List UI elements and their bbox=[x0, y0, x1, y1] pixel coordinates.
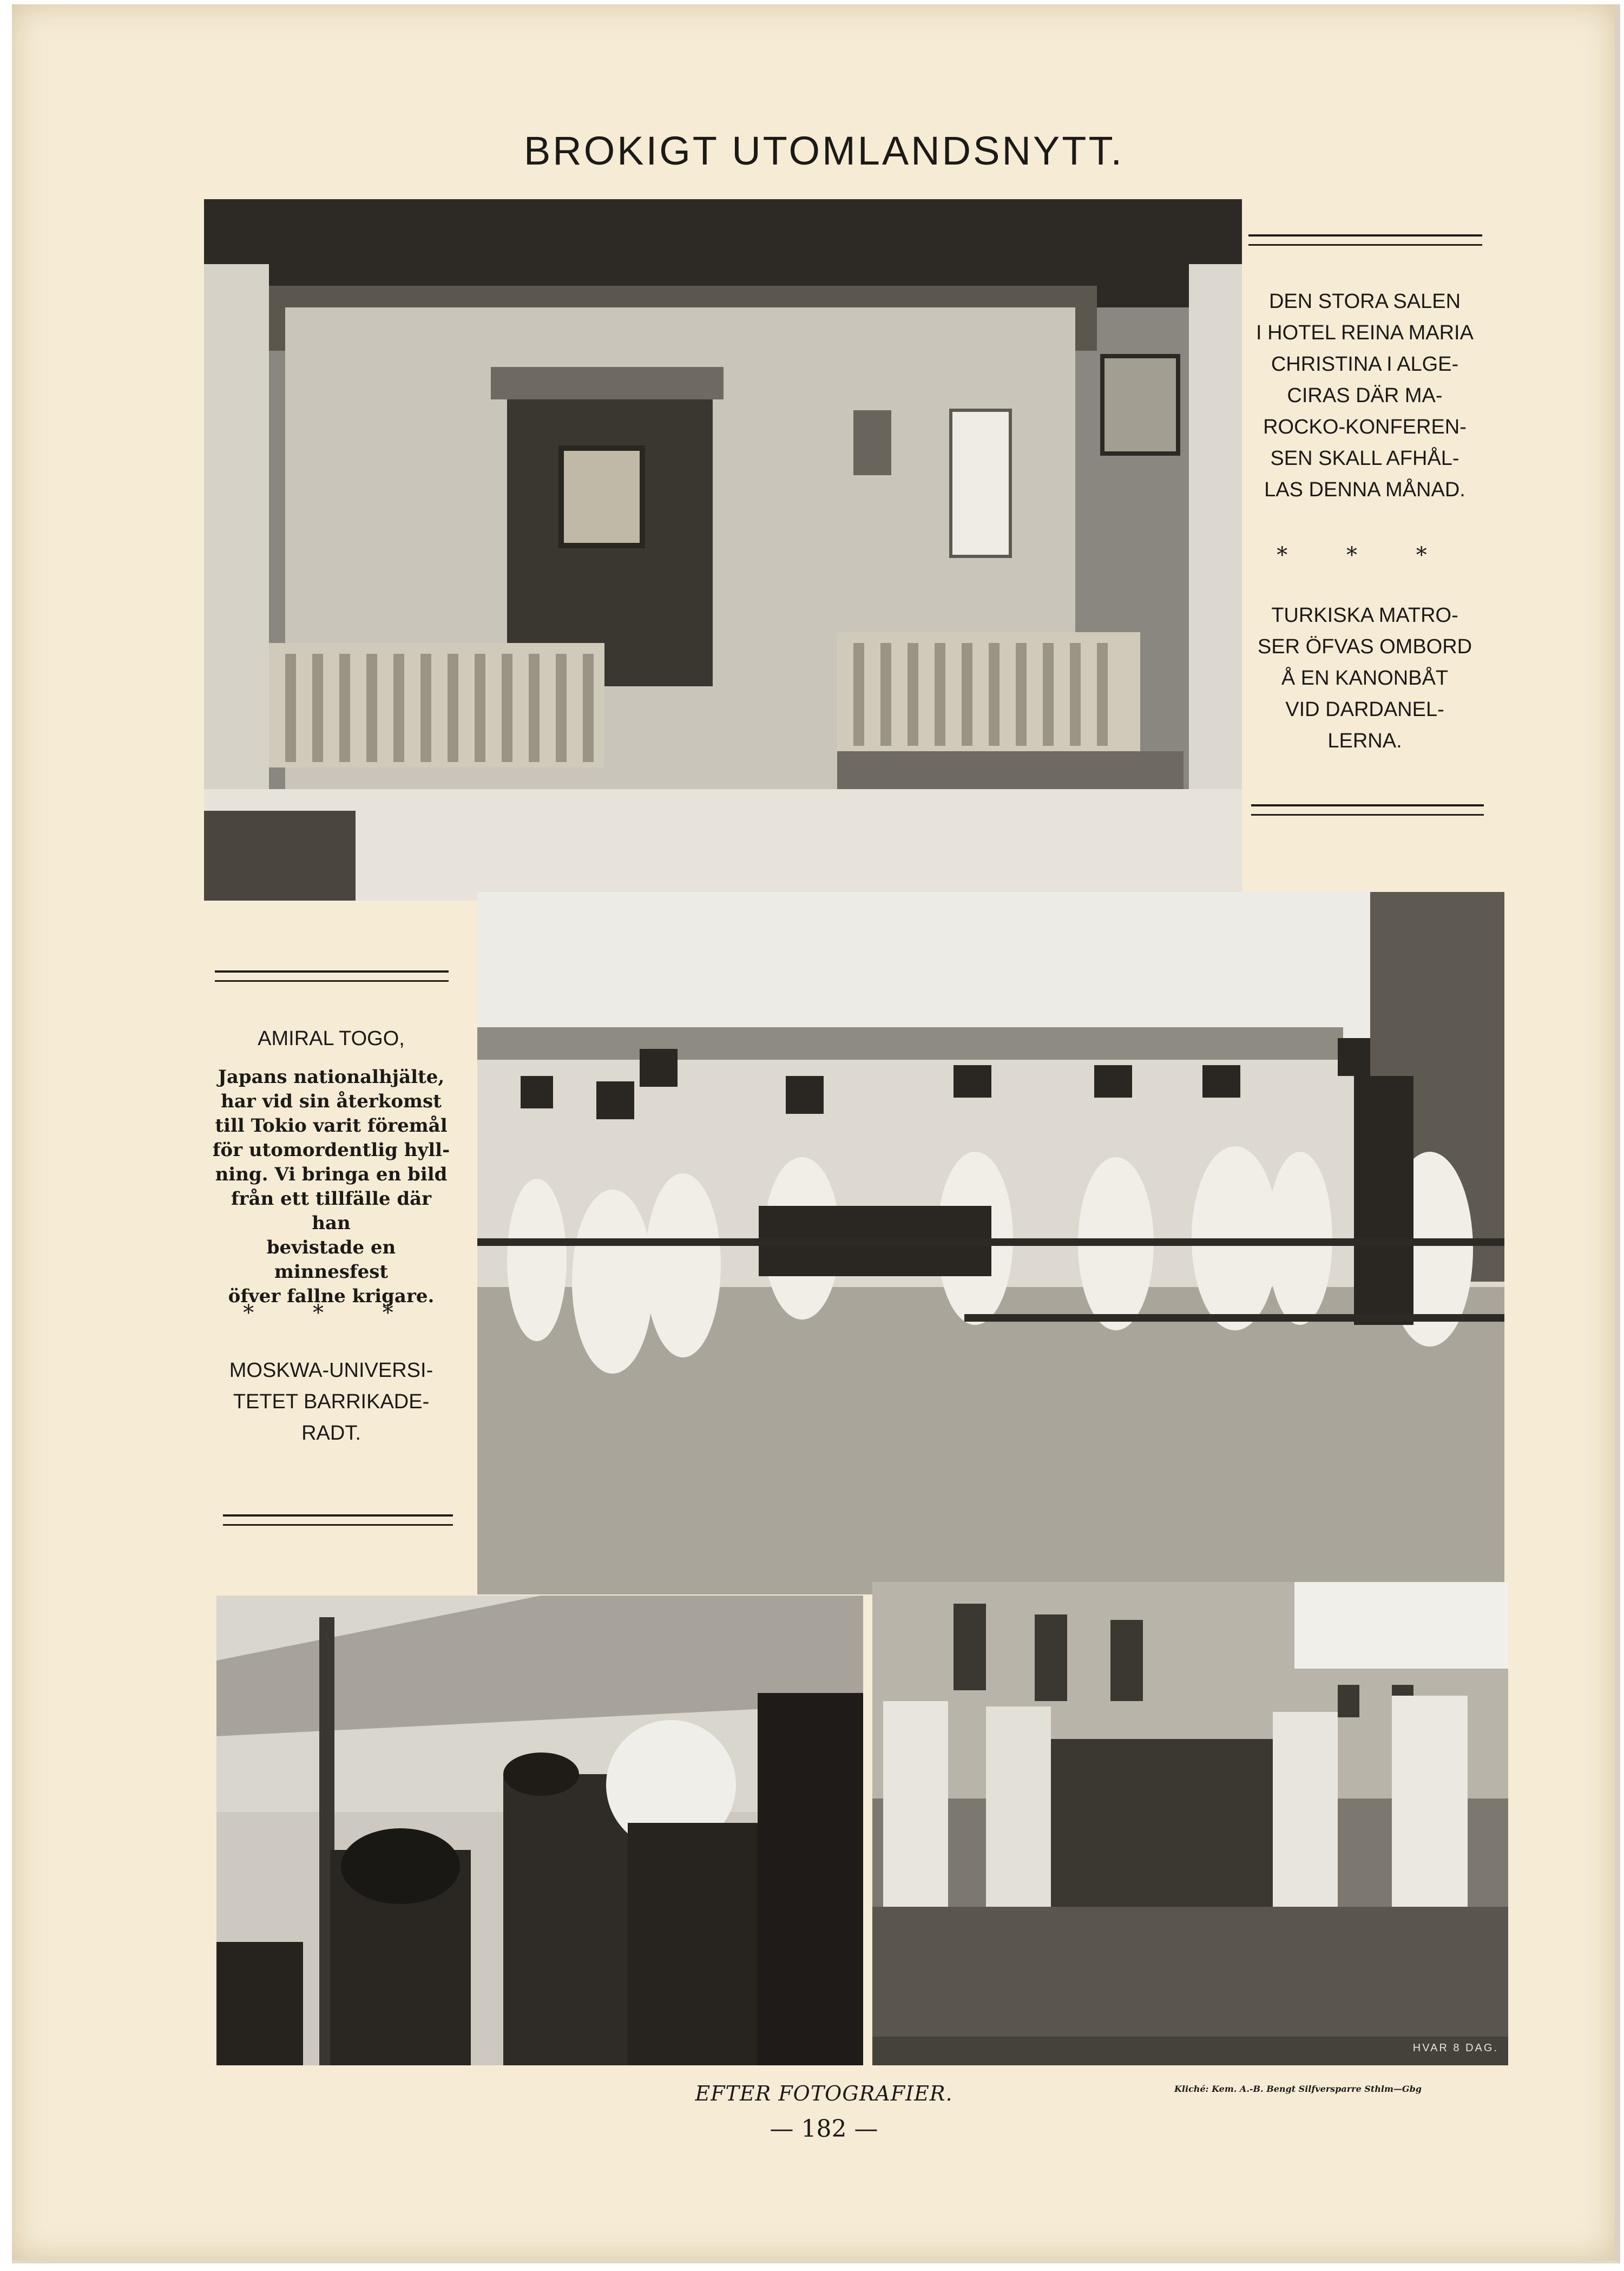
togo-separator: * * * bbox=[243, 1301, 419, 1325]
hall-caption: DEN STORA SALEN I HOTEL REINA MARIA CHRISTINA I ALGE- CIRAS DÄR MA- ROCKO-KONFEREN- SEN SKALL AFHÅL- LAS DENNA MÅNAD. bbox=[1256, 290, 1474, 501]
engraver-credit: Kliché: Kem. A.-B. Bengt Silfversparre Sthlm—Gbg bbox=[1174, 2084, 1422, 2094]
page-number: — 182 — bbox=[770, 2115, 878, 2143]
sailors-caption: TURKISKA MATRO- SER ÖFVAS OMBORD Å EN KANONBÅT VID DARDANEL- LERNA. bbox=[1257, 604, 1472, 752]
university-photo bbox=[872, 1582, 1508, 2065]
togo-heading: AMIRAL TOGO, bbox=[258, 1027, 405, 1050]
togo-photo bbox=[216, 1596, 863, 2065]
photo-watermark: HVAR 8 DAG. bbox=[1412, 2042, 1498, 2054]
hall-photo bbox=[204, 199, 1242, 901]
page bbox=[12, 4, 1620, 2263]
togo-caption: Japans nationalhjälte, har vid sin återkomst till Tokio varit föremål för utomordentlig hyll- ning. Vi bringa en bild från ett tillfälle där han bevistade en minnesfest öfver fallne krigare. bbox=[212, 1066, 450, 1307]
caption-separator: * * * bbox=[1277, 543, 1453, 568]
togo-rule-bottom bbox=[223, 1514, 453, 1526]
moscow-caption: MOSKWA-UNIVERSI- TETET BARRIKADE- RADT. bbox=[229, 1359, 433, 1445]
page-title: BROKIGT UTOMLANDSNYTT. bbox=[523, 128, 1125, 173]
sailors-photo bbox=[477, 892, 1504, 1594]
togo-rule-top bbox=[215, 970, 449, 982]
caption-rule-top bbox=[1248, 234, 1482, 246]
footer-caption: EFTER FOTOGRAFIER. bbox=[695, 2082, 953, 2105]
caption-rule-bottom bbox=[1251, 804, 1484, 816]
